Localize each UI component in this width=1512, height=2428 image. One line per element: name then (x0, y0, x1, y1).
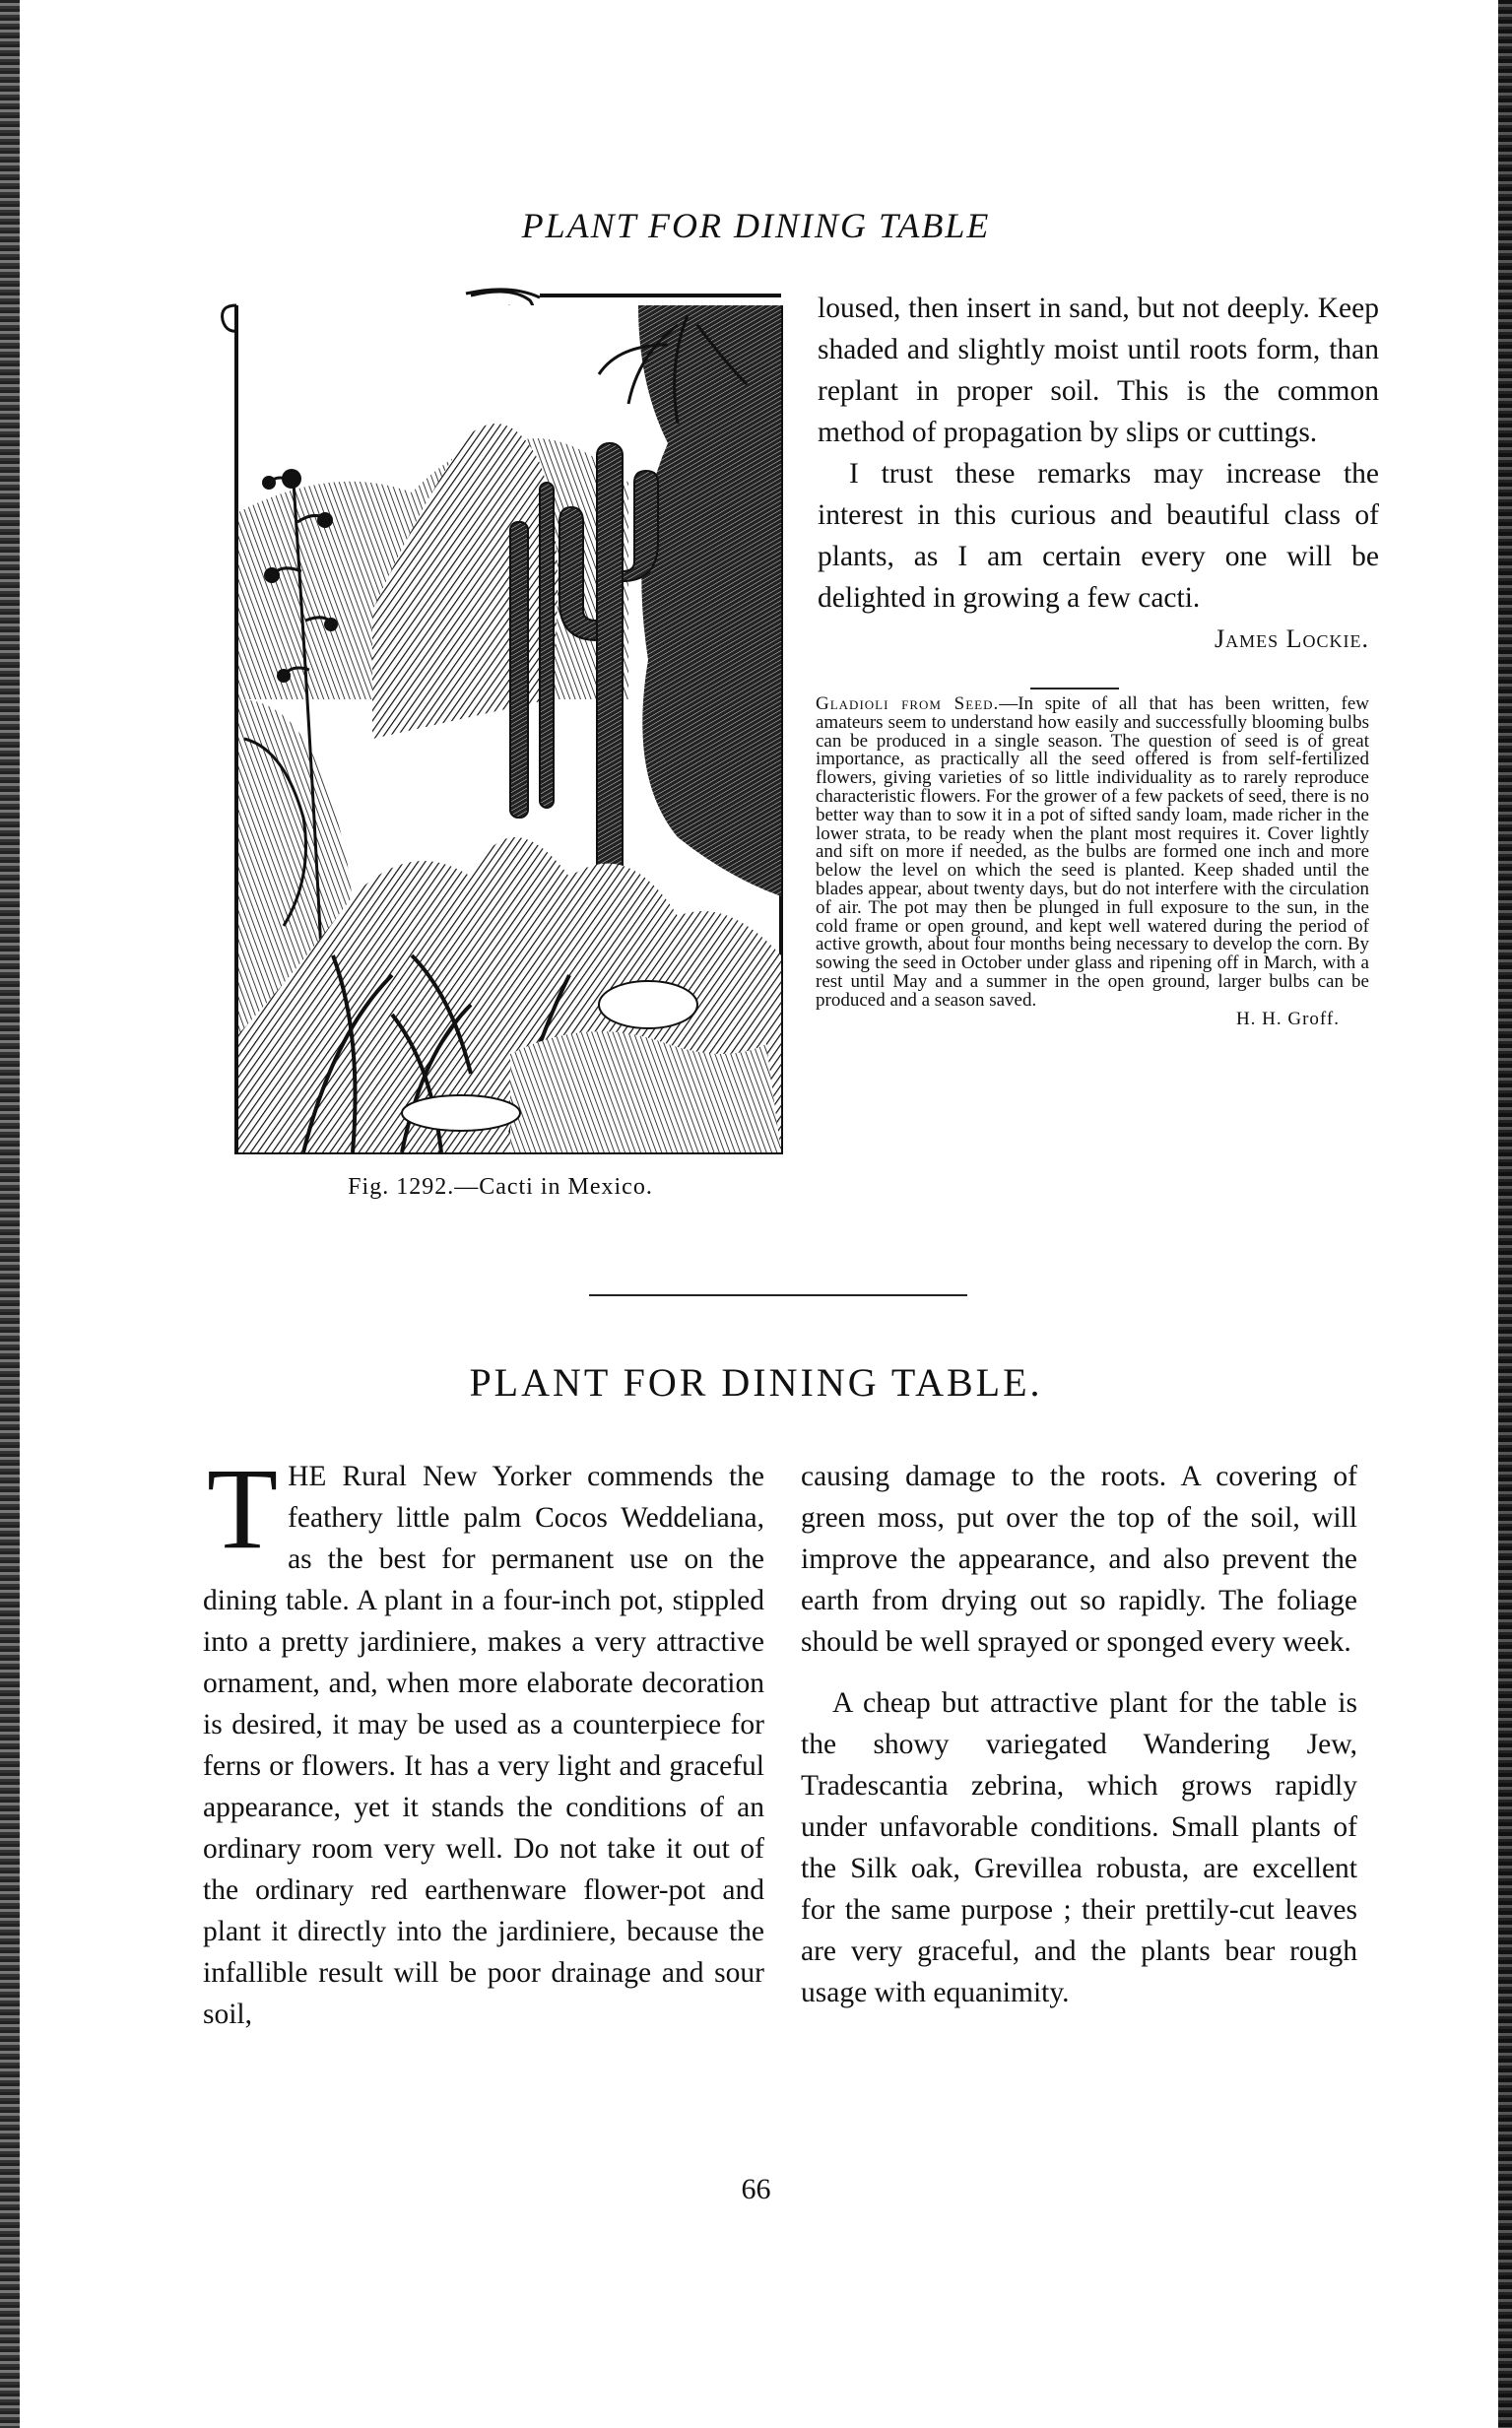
article-left-column (203, 1444, 764, 2035)
dropcap-letter: T (207, 1444, 279, 1573)
cacti-signature: James Lockie. (1214, 624, 1369, 653)
page-binding-edge-left (0, 0, 20, 2428)
article-right-column (801, 1456, 1357, 2013)
gladioli-note-body: —In spite of all that has been written, few amateurs seem to understand how easily and successfully blooming bulbs can be produced in a single season. The question of seed is of great importance, as practically all the seed offered is from self-fertilized flowers, giving varieties of so little individuality as to rarely reproduce characteristic flowers. For the grower of a few packets of seed, there is no better way than to sow it in a pot of sifted sandy loam, made richer in the lower strata, to be ready when the plant most requires it. Cover lightly and sift on more if needed, as the bulbs are formed one inch and more below the level on which the seed is planted. Keep shaded until the blades appear, about twenty days, but do not interfere with the circulation of air. The pot may then be plunged in full exposure to the sun, in the cold frame or open ground, and kept well watered during the period of active growth, about four months being necessary to develop the corn. By sowing the seed in October under glass and ripening off in March, with a rest until May and a summer in the open ground, larger bulbs can be produced and a season saved. (816, 693, 1369, 1011)
cacti-paragraph-1: loused, then insert in sand, but not deeply. Keep shaded and slightly moist until roots form, than replant in proper soil. This is the common method of propagation by slips or cuttings. (818, 293, 1379, 448)
page-number: 66 (741, 2173, 771, 2205)
running-head: PLANT FOR DINING TABLE (521, 206, 991, 245)
cacti-engraving-illustration (215, 286, 796, 1162)
cacti-article-ending (818, 288, 1379, 660)
article-left-text: HE Rural New Yorker commends the feathery little palm Cocos Weddeliana, as the best for permanent use on the dining table. A plant in a four-inch pot, stippled into a pretty jardiniere, makes a very attractive ornament, and, when more elaborate decoration is desired, it may be used as a counterpiece for ferns or flowers. It has a very light and graceful appearance, yet it stands the conditions of an ordinary room very well. Do not take it out of the ordinary red earthenware flower-pot and plant it directly into the jardiniere, because the infallible result will be poor drainage and sour soil, (203, 1461, 764, 2030)
figure-caption: Fig. 1292.—Cacti in Mexico. (348, 1174, 653, 1200)
article-right-paragraph-2: A cheap but attractive plant for the table is the showy variegated Wandering Jew, Tradescantia zebrina, which grows rapidly under unfavorable conditions. Small plants of the Silk oak, Grevillea robusta, are excellent for the same purpose ; their prettily-cut leaves are very graceful, and the plants bear rough usage with equanimity. (801, 1687, 1357, 2008)
article-left-paragraph (203, 1444, 764, 2035)
cacti-paragraph-2: I trust these remarks may increase the interest in this curious and beautiful class of plants, as I am certain every one will be delighted in growing a few cacti. (818, 458, 1379, 614)
article-right-paragraph-1: causing damage to the roots. A covering of green moss, put over the top of the soil, will improve the appearance, and also prevent the earth from drying out so rapidly. The foliage should be well sprayed or sponged every week. (801, 1461, 1357, 1658)
section-divider-rule (589, 1294, 967, 1296)
gladioli-note (816, 695, 1369, 1028)
article-title: PLANT FOR DINING TABLE. (469, 1360, 1043, 1405)
short-divider-rule (1030, 688, 1119, 689)
gladioli-note-author: H. H. Groff. (1235, 1008, 1340, 1029)
page-binding-edge-right (1498, 0, 1512, 2428)
gladioli-note-lead: Gladioli from Seed. (816, 693, 1000, 714)
